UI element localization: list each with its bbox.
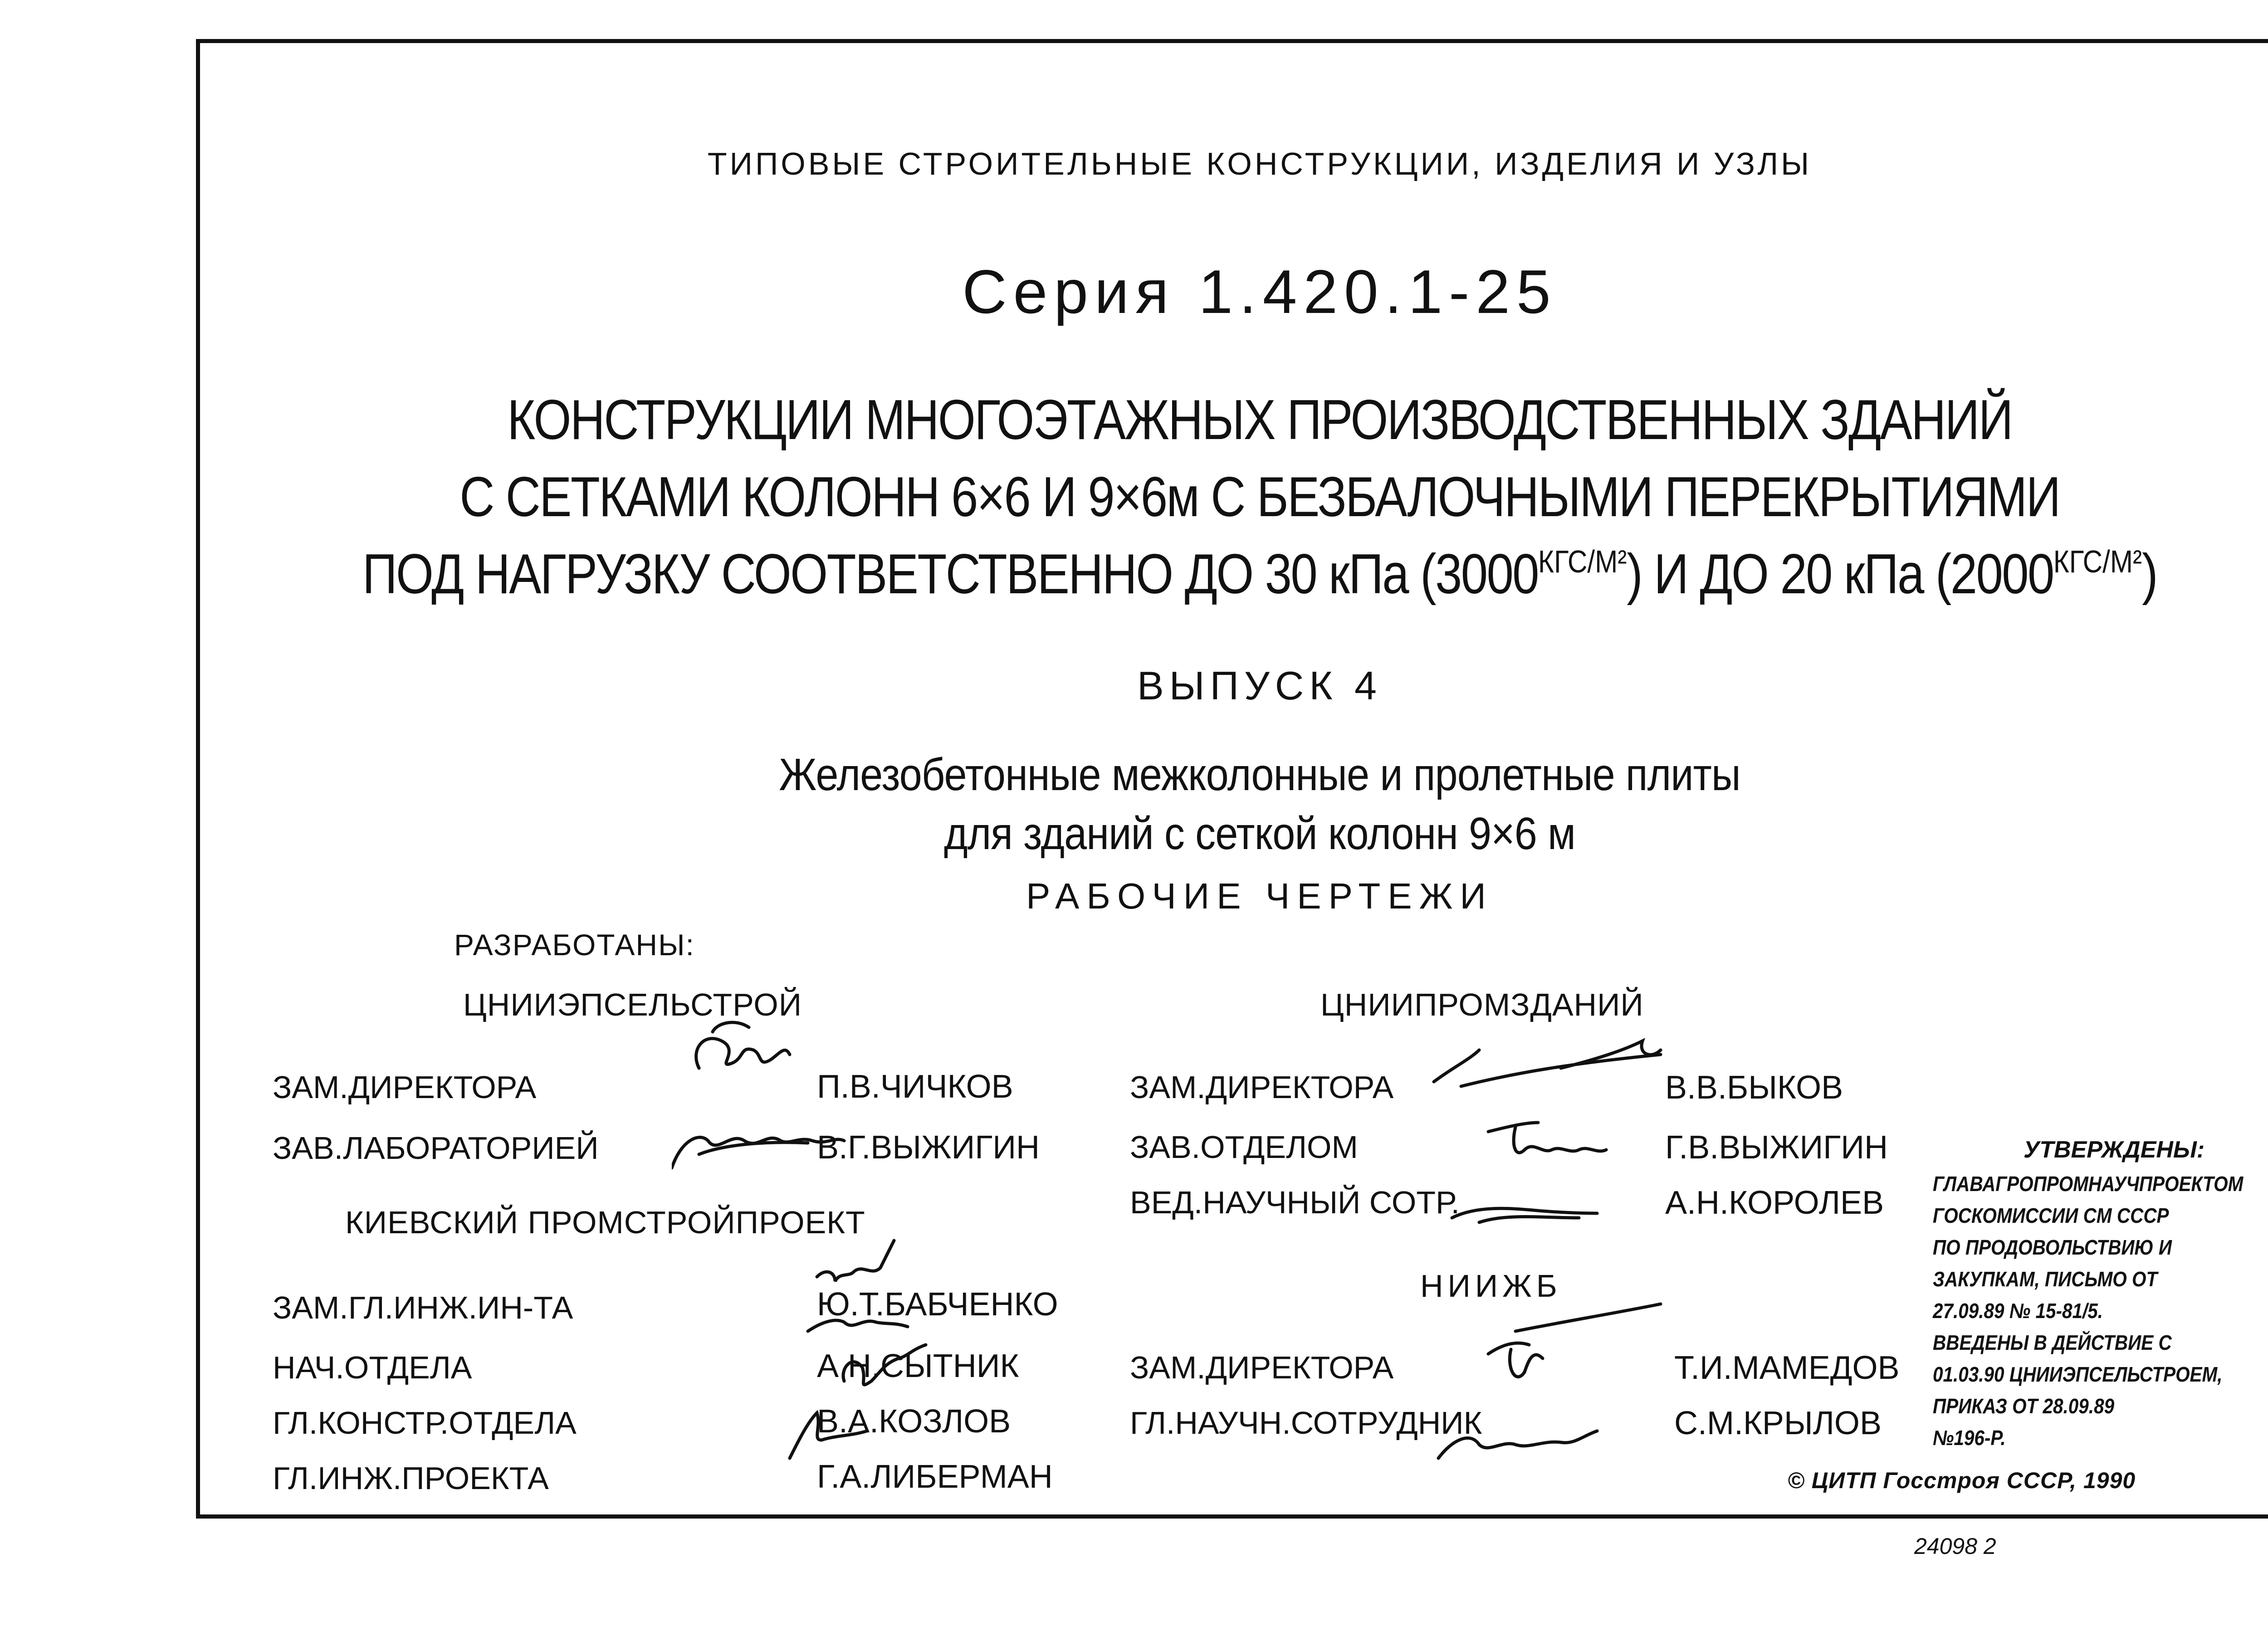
signature-babchenko <box>817 1241 894 1281</box>
signature-liberman <box>790 1413 867 1458</box>
signature-mamedov <box>1488 1304 1661 1377</box>
document-number: 24098 2 <box>1914 1534 1996 1559</box>
name-left2-1: А.Н.СЫТНИК <box>817 1348 1019 1384</box>
role-right1-1: ЗАВ.ОТДЕЛОМ <box>1130 1129 1358 1165</box>
series-number: Серия 1.420.1-25 <box>962 257 1557 326</box>
page-frame <box>196 39 2268 1519</box>
signature-sytnik <box>808 1320 908 1331</box>
copyright-text: © ЦИТП Госстроя СССР, 1990 <box>1788 1468 2136 1493</box>
signature-korolev <box>1452 1208 1597 1222</box>
role-left1-1: ЗАВ.ЛАБОРАТОРИЕЙ <box>273 1130 599 1166</box>
developed-by-label: РАЗРАБОТАНЫ: <box>454 928 695 962</box>
role-left2-2: ГЛ.КОНСТР.ОТДЕЛА <box>273 1405 577 1441</box>
approval-line: №196-Р. <box>1933 1426 2006 1450</box>
signature-vyzhigin <box>672 1138 844 1168</box>
name-right1-1: Г.В.ВЫЖИГИН <box>1665 1129 1888 1166</box>
approval-heading: УТВЕРЖДЕНЫ: <box>2024 1137 2205 1163</box>
org-tsniiepselstroy: ЦНИИЭПСЕЛЬСТРОЙ <box>463 987 802 1022</box>
signatures-right <box>1425 996 1878 1472</box>
approval-line: ПРИКАЗ ОТ 28.09.89 <box>1933 1394 2115 1418</box>
role-left1-0: ЗАМ.ДИРЕКТОРА <box>273 1070 537 1105</box>
role-left2-3: ГЛ.ИНЖ.ПРОЕКТА <box>273 1460 549 1496</box>
signature-bykov <box>1434 1041 1661 1086</box>
title-line-3-part-a: ПОД НАГРУЗКУ СООТВЕТСТВЕННО ДО 30 кПа (3000 <box>362 543 1538 606</box>
approval-line: ГЛАВАГРОПРОМНАУЧПРОЕКТОМ <box>1933 1172 2244 1196</box>
role-right1-0: ЗАМ.ДИРЕКТОРА <box>1130 1070 1394 1105</box>
signature-vyzhigin-g <box>1488 1123 1606 1153</box>
org-tsniipromzdaniy: ЦНИИПРОМЗДАНИЙ <box>1320 987 1644 1022</box>
signature-chichkov <box>696 1022 790 1068</box>
title-line-2: С СЕТКАМИ КОЛОНН 6×6 И 9×6м С БЕЗБАЛОЧНЫМИ ПЕРЕКРЫТИЯМИ <box>459 466 2060 528</box>
name-right2-0: Т.И.МАМЕДОВ <box>1674 1350 1900 1386</box>
name-left2-0: Ю.Т.БАБЧЕНКО <box>817 1286 1058 1323</box>
title-line-3-part-b: ) И ДО 20 кПа (2000 <box>1627 543 2053 606</box>
title-line-1: КОНСТРУКЦИИ МНОГОЭТАЖНЫХ ПРОИЗВОДСТВЕННЫХ ЗДАНИЙ <box>507 389 2012 451</box>
org-kiev-promstroyproekt: КИЕВСКИЙ ПРОМСТРОЙПРОЕКТ <box>345 1205 865 1240</box>
unit-kgs-1: КГС/М² <box>1538 544 1627 579</box>
name-left1-0: П.В.ЧИЧКОВ <box>817 1069 1013 1105</box>
approval-block <box>1933 1136 2268 1454</box>
subtitle-line-1: Железобетонные межколонные и пролетные плиты <box>779 749 1740 800</box>
signatures-left <box>672 1005 1080 1485</box>
issue-label: ВЫПУСК 4 <box>1137 663 1382 708</box>
signature-kozlov <box>843 1345 926 1385</box>
approval-line: 01.03.90 ЦНИИЭПСЕЛЬСТРОЕМ, <box>1933 1363 2223 1386</box>
org-niizhb: НИИЖБ <box>1420 1268 1562 1304</box>
approval-line: ЗАКУПКАМ, ПИСЬМО ОТ <box>1933 1267 2158 1291</box>
approval-line: ГОСКОМИССИИ СМ СССР <box>1933 1204 2169 1227</box>
name-right2-1: С.М.КРЫЛОВ <box>1674 1405 1882 1441</box>
role-left2-0: ЗАМ.ГЛ.ИНЖ.ИН-ТА <box>273 1290 573 1325</box>
approval-line: ПО ПРОДОВОЛЬСТВИЮ И <box>1933 1236 2172 1259</box>
title-line-3-part-c: ) <box>2142 543 2157 606</box>
name-left1-1: В.Г.ВЫЖИГИН <box>817 1129 1040 1166</box>
role-right1-2: ВЕД.НАУЧНЫЙ СОТР. <box>1130 1185 1460 1220</box>
subtitle-line-2: для зданий с сеткой колонн 9×6 м <box>943 808 1576 859</box>
role-right2-1: ГЛ.НАУЧН.СОТРУДНИК <box>1130 1405 1482 1441</box>
name-right1-0: В.В.БЫКОВ <box>1665 1070 1843 1106</box>
approval-text <box>1933 1168 2260 1454</box>
series-category: ТИПОВЫЕ СТРОИТЕЛЬНЫЕ КОНСТРУКЦИИ, ИЗДЕЛИЯ И УЗЛЫ <box>707 146 1812 181</box>
unit-kgs-2: КГС/М² <box>2053 544 2142 579</box>
role-left2-1: НАЧ.ОТДЕЛА <box>273 1350 472 1385</box>
approval-line: 27.09.89 № 15-81/5. <box>1933 1299 2103 1323</box>
working-drawings-label: РАБОЧИЕ ЧЕРТЕЖИ <box>1026 876 1493 916</box>
name-left2-3: Г.А.ЛИБЕРМАН <box>817 1459 1053 1495</box>
name-left2-2: В.А.КОЗЛОВ <box>817 1403 1011 1440</box>
name-right1-2: А.Н.КОРОЛЕВ <box>1665 1185 1884 1221</box>
signature-krylov <box>1438 1431 1597 1458</box>
title-line-3 <box>348 542 2171 606</box>
approval-line: ВВЕДЕНЫ В ДЕЙСТВИЕ С <box>1933 1331 2172 1354</box>
role-right2-0: ЗАМ.ДИРЕКТОРА <box>1130 1350 1394 1385</box>
